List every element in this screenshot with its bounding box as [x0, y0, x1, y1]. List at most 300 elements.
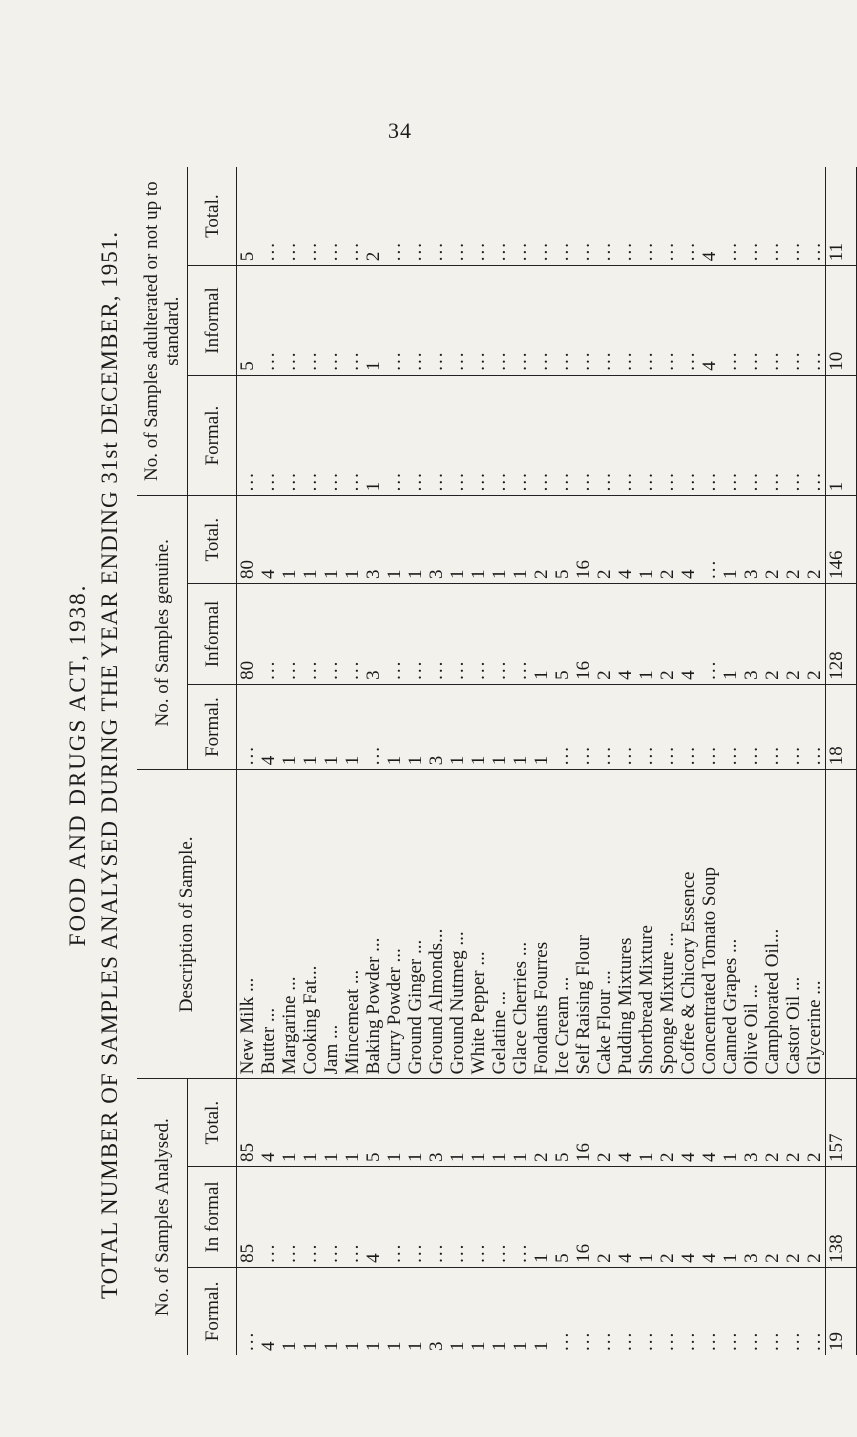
- sample-description: Cake Flour ...: [594, 970, 615, 1075]
- table-cell: 1: [279, 1152, 300, 1163]
- table-cell: ...: [804, 471, 825, 492]
- page-number: 34: [388, 118, 412, 143]
- table-cell: ...: [783, 240, 804, 262]
- table-cell: 5: [237, 251, 258, 262]
- table-cell: 1: [300, 569, 321, 580]
- table-cell: 2: [783, 569, 804, 580]
- act-heading: FOOD AND DRUGS ACT, 1938.: [65, 583, 90, 947]
- table-cell: ...: [384, 659, 405, 680]
- table-cell: ...: [321, 659, 342, 680]
- table-cell: 1: [342, 1341, 363, 1351]
- table-cell: ...: [447, 659, 468, 680]
- sample-description: Coffee & Chicory Essence: [678, 871, 699, 1075]
- total-genuine-informal: 128: [826, 584, 857, 685]
- table-cell: 1: [510, 755, 531, 766]
- table-cell: 1: [321, 755, 342, 766]
- table-cell: ...: [720, 1330, 741, 1351]
- table-cell: ...: [342, 350, 363, 371]
- table-cell: 2: [783, 670, 804, 680]
- table-cell: 4: [615, 1152, 636, 1163]
- table-cell: ...: [741, 745, 762, 766]
- table-cell: 1: [300, 755, 321, 766]
- table-cell: ...: [783, 350, 804, 371]
- table-cell: ...: [489, 471, 510, 492]
- table-cell: ...: [615, 471, 636, 492]
- table-cell: 1: [384, 1152, 405, 1163]
- table-cell: ...: [300, 471, 321, 492]
- col-description: [237, 770, 826, 1079]
- table-cell: ...: [300, 1242, 321, 1263]
- col-genuine-total: [237, 496, 826, 584]
- table-cell: ...: [510, 471, 531, 492]
- table-cell: 1: [531, 1253, 552, 1263]
- table-cell: ...: [489, 350, 510, 371]
- table-cell: 1: [720, 1152, 741, 1163]
- table-cell: 80: [237, 560, 258, 580]
- total-genuine-total: 146: [826, 496, 857, 584]
- total-adulterated-informal: 10: [826, 266, 857, 376]
- table-cell: ...: [741, 471, 762, 492]
- table-cell: ...: [804, 745, 825, 766]
- subheader-adulterated-total: Total.: [188, 167, 237, 266]
- table-cell: 16: [573, 1243, 594, 1263]
- table-cell: 4: [258, 1341, 279, 1351]
- table-cell: ...: [594, 745, 615, 766]
- table-cell: 5: [552, 1152, 573, 1163]
- table-cell: ...: [720, 350, 741, 371]
- table-cell: ...: [321, 471, 342, 492]
- table-cell: ...: [237, 471, 258, 492]
- table-cell: 1: [279, 1341, 300, 1351]
- table-cell: ...: [426, 1242, 447, 1263]
- table-cell: ...: [804, 240, 825, 262]
- table-cell: ...: [657, 240, 678, 262]
- col-analysed-total: [237, 1079, 826, 1167]
- table-cell: 2: [594, 569, 615, 580]
- table-cell: 2: [594, 1253, 615, 1263]
- table-cell: ...: [699, 558, 720, 580]
- table-cell: ...: [237, 1330, 258, 1351]
- table-cell: 2: [762, 670, 783, 680]
- table-cell: 4: [699, 1253, 720, 1263]
- table-cell: ...: [300, 659, 321, 680]
- table-cell: 2: [531, 1152, 552, 1163]
- sample-description: Ground Nutmeg ...: [447, 931, 468, 1075]
- table-cell: ...: [552, 1330, 573, 1351]
- table-cell: 1: [489, 755, 510, 766]
- table-cell: 1: [279, 755, 300, 766]
- table-cell: ...: [531, 471, 552, 492]
- sample-description: Margarine ...: [279, 976, 300, 1075]
- table-cell: 1: [720, 569, 741, 580]
- table-cell: ...: [279, 1242, 300, 1263]
- table-cell: 1: [321, 1341, 342, 1351]
- table-cell: ...: [384, 240, 405, 262]
- table-cell: ...: [615, 1330, 636, 1351]
- col-adulterated-total: [237, 167, 826, 266]
- table-cell: ...: [426, 350, 447, 371]
- table-cell: ...: [447, 240, 468, 262]
- table-cell: 2: [657, 1152, 678, 1163]
- table-cell: 3: [741, 1152, 762, 1163]
- table-cell: ...: [657, 350, 678, 371]
- table-cell: 1: [447, 1152, 468, 1163]
- sample-description: Ground Ginger ...: [405, 939, 426, 1075]
- table-cell: ...: [363, 745, 384, 766]
- table-cell: 1: [384, 1341, 405, 1351]
- total-adulterated-total: 11: [826, 167, 857, 266]
- col-genuine-informal: [237, 584, 826, 685]
- sample-description: Shortbread Mixture: [636, 925, 657, 1075]
- table-cell: ...: [573, 745, 594, 766]
- table-cell: ...: [594, 1330, 615, 1351]
- table-cell: ...: [384, 471, 405, 492]
- table-cell: ...: [300, 350, 321, 371]
- table-cell: 2: [804, 1253, 825, 1263]
- table-cell: ...: [699, 659, 720, 680]
- table-cell: ...: [258, 471, 279, 492]
- table-cell: ...: [594, 471, 615, 492]
- table-cell: ...: [657, 745, 678, 766]
- subheader-genuine-total: Total.: [188, 496, 237, 584]
- table-cell: 2: [762, 1253, 783, 1263]
- table-cell: 1: [321, 569, 342, 580]
- table-cell: ...: [552, 350, 573, 371]
- table-cell: ...: [447, 1242, 468, 1263]
- table-cell: ...: [279, 659, 300, 680]
- subheader-analysed-total: Total.: [188, 1079, 237, 1167]
- table-cell: ...: [468, 240, 489, 262]
- table-cell: 1: [468, 1152, 489, 1163]
- table-cell: ...: [321, 1242, 342, 1263]
- table-cell: ...: [678, 1330, 699, 1351]
- table-cell: ...: [510, 1242, 531, 1263]
- subheader-genuine-formal: Formal.: [188, 684, 237, 769]
- table-cell: ...: [258, 659, 279, 680]
- header-samples-analysed: No. of Samples Analysed.: [137, 1079, 188, 1355]
- table-cell: 2: [762, 569, 783, 580]
- col-analysed-formal: [237, 1267, 826, 1355]
- sample-description: Sponge Mixture ...: [657, 932, 678, 1075]
- table-cell: ...: [468, 1242, 489, 1263]
- table-cell: 4: [678, 1253, 699, 1263]
- table-cell: 16: [573, 1143, 594, 1163]
- table-cell: 1: [300, 1152, 321, 1163]
- table-cell: ...: [594, 350, 615, 371]
- table-cell: 1: [405, 755, 426, 766]
- total-analysed-total: 157: [826, 1079, 857, 1167]
- sample-description: Ice Cream ...: [552, 976, 573, 1075]
- table-cell: 1: [531, 755, 552, 766]
- sample-description: Curry Powder ...: [384, 948, 405, 1075]
- table-cell: ...: [615, 350, 636, 371]
- table-cell: ...: [279, 350, 300, 371]
- table-cell: ...: [342, 240, 363, 262]
- table-cell: 1: [531, 1341, 552, 1351]
- table-cell: ...: [489, 240, 510, 262]
- table-cell: ...: [384, 1242, 405, 1263]
- table-cell: 1: [363, 1341, 384, 1351]
- table-cell: ...: [720, 745, 741, 766]
- table-body-row: [237, 167, 826, 1355]
- sample-description: Ground Almonds...: [426, 928, 447, 1075]
- table-cell: 16: [573, 660, 594, 680]
- table-cell: 1: [720, 1253, 741, 1263]
- table-cell: ...: [699, 745, 720, 766]
- table-cell: 1: [300, 1341, 321, 1351]
- table-cell: 2: [783, 1253, 804, 1263]
- table-cell: 2: [804, 569, 825, 580]
- table-cell: 3: [363, 670, 384, 680]
- table-cell: 4: [699, 251, 720, 262]
- table-cell: ...: [342, 659, 363, 680]
- table-cell: 4: [678, 670, 699, 680]
- table-cell: 3: [426, 1341, 447, 1351]
- table-cell: 1: [468, 569, 489, 580]
- table-cell: ...: [720, 471, 741, 492]
- sample-description: Baking Powder ...: [363, 937, 384, 1075]
- table-cell: ...: [426, 471, 447, 492]
- table-cell: 1: [720, 670, 741, 680]
- sample-description: Butter ...: [258, 1007, 279, 1075]
- table-cell: 85: [237, 1243, 258, 1263]
- sample-description: White Pepper ...: [468, 951, 489, 1075]
- table-cell: ...: [573, 350, 594, 371]
- table-cell: 3: [741, 569, 762, 580]
- table-cell: 85: [237, 1143, 258, 1163]
- table-cell: ...: [258, 350, 279, 371]
- sample-description: New Milk ...: [237, 977, 258, 1075]
- table-cell: ...: [573, 1330, 594, 1351]
- table-cell: ...: [552, 471, 573, 492]
- total-analysed-formal: 19: [826, 1267, 857, 1355]
- table-cell: 2: [804, 1152, 825, 1163]
- table-cell: ...: [699, 1330, 720, 1351]
- sample-description: Gelatine ...: [489, 990, 510, 1075]
- table-cell: ...: [552, 745, 573, 766]
- header-samples-adulterated: No. of Samples adulterated or not up to standard.: [137, 167, 188, 496]
- total-analysed-informal: 138: [826, 1167, 857, 1268]
- table-cell: ...: [447, 350, 468, 371]
- table-cell: 2: [804, 670, 825, 680]
- table-cell: ...: [468, 471, 489, 492]
- table-cell: 1: [468, 755, 489, 766]
- table-cell: ...: [321, 350, 342, 371]
- table-cell: 1: [636, 569, 657, 580]
- table-cell: ...: [258, 1242, 279, 1263]
- table-cell: 1: [342, 1152, 363, 1163]
- table-cell: ...: [531, 240, 552, 262]
- table-cell: 1: [447, 1341, 468, 1351]
- table-cell: ...: [783, 1330, 804, 1351]
- sample-description: Concentrated Tomato Soup: [699, 867, 720, 1075]
- table-cell: 1: [321, 1152, 342, 1163]
- table-cell: ...: [636, 745, 657, 766]
- table-cell: 4: [699, 1152, 720, 1163]
- table-cell: 3: [741, 1253, 762, 1263]
- col-adulterated-informal: [237, 266, 826, 376]
- col-adulterated-formal: [237, 375, 826, 496]
- sample-description: Olive Oil ...: [741, 984, 762, 1075]
- sample-description: Jam ...: [321, 1024, 342, 1075]
- table-cell: ...: [762, 1330, 783, 1351]
- table-cell: 1: [342, 569, 363, 580]
- table-cell: 2: [783, 1152, 804, 1163]
- table-cell: 1: [279, 569, 300, 580]
- subheader-adulterated-informal: Informal: [188, 266, 237, 376]
- table-cell: 2: [531, 569, 552, 580]
- table-cell: ...: [468, 659, 489, 680]
- header-samples-genuine: No. of Samples genuine.: [137, 496, 188, 770]
- samples-table: [137, 167, 857, 1355]
- table-title: TOTAL NUMBER OF SAMPLES ANALYSED DURING THE YEAR ENDING 31st DECEMBER, 1951.: [97, 231, 122, 1299]
- table-cell: ...: [615, 745, 636, 766]
- table-cell: ...: [720, 240, 741, 262]
- table-cell: ...: [783, 471, 804, 492]
- table-cell: ...: [594, 240, 615, 262]
- table-cell: ...: [762, 471, 783, 492]
- sample-description: Self Raising Flour: [573, 935, 594, 1075]
- table-cell: ...: [489, 1242, 510, 1263]
- table-cell: 1: [531, 670, 552, 680]
- table-cell: 4: [258, 755, 279, 766]
- table-cell: 1: [489, 569, 510, 580]
- table-cell: ...: [783, 745, 804, 766]
- table-cell: ...: [678, 350, 699, 371]
- table-cell: 5: [552, 670, 573, 680]
- table-cell: 5: [363, 1152, 384, 1163]
- table-cell: ...: [573, 240, 594, 262]
- table-cell: 4: [615, 670, 636, 680]
- table-cell: ...: [636, 471, 657, 492]
- table-cell: ...: [426, 659, 447, 680]
- table-cell: ...: [636, 1330, 657, 1351]
- total-adulterated-formal: 1: [826, 375, 857, 496]
- table-cell: 3: [426, 1152, 447, 1163]
- table-cell: 5: [552, 1253, 573, 1263]
- table-cell: ...: [678, 471, 699, 492]
- col-analysed-informal: [237, 1167, 826, 1268]
- table-cell: ...: [405, 1242, 426, 1263]
- table-cell: ...: [321, 240, 342, 262]
- table-cell: ...: [279, 471, 300, 492]
- table-cell: 4: [699, 361, 720, 371]
- table-cell: 1: [510, 1152, 531, 1163]
- table-cell: 1: [468, 1341, 489, 1351]
- table-cell: 4: [678, 569, 699, 580]
- subheader-adulterated-formal: Formal.: [188, 375, 237, 496]
- table-cell: ...: [405, 350, 426, 371]
- table-cell: ...: [342, 1242, 363, 1263]
- table-cell: ...: [447, 471, 468, 492]
- table-cell: ...: [489, 659, 510, 680]
- total-description-blank: [826, 770, 857, 1079]
- col-genuine-formal: [237, 684, 826, 769]
- table-cell: 2: [762, 1152, 783, 1163]
- table-cell: 1: [447, 755, 468, 766]
- table-cell: 2: [594, 670, 615, 680]
- table-cell: 4: [363, 1253, 384, 1263]
- subheader-genuine-informal: Informal: [188, 584, 237, 685]
- table-cell: ...: [300, 240, 321, 262]
- table-cell: 3: [426, 755, 447, 766]
- table-cell: ...: [804, 1330, 825, 1351]
- table-cell: ...: [405, 659, 426, 680]
- table-cell: 16: [573, 560, 594, 580]
- sample-description: Fondants Fourres: [531, 941, 552, 1075]
- table-cell: ...: [342, 471, 363, 492]
- table-cell: ...: [762, 240, 783, 262]
- table-cell: 2: [363, 251, 384, 262]
- table-cell: ...: [426, 240, 447, 262]
- table-cell: ...: [615, 240, 636, 262]
- table-cell: ...: [510, 350, 531, 371]
- total-genuine-formal: 18: [826, 684, 857, 769]
- table-cell: 5: [237, 361, 258, 371]
- table-cell: ...: [237, 745, 258, 766]
- rotated-table-page: [55, 155, 847, 1355]
- table-cell: ...: [636, 350, 657, 371]
- table-cell: 1: [636, 1253, 657, 1263]
- table-cell: ...: [741, 240, 762, 262]
- table-cell: ...: [657, 471, 678, 492]
- table-cell: ...: [510, 659, 531, 680]
- table-cell: 80: [237, 660, 258, 680]
- sample-description: Canned Grapes ...: [720, 938, 741, 1075]
- table-cell: ...: [699, 471, 720, 492]
- table-cell: 1: [384, 569, 405, 580]
- table-cell: ...: [384, 350, 405, 371]
- table-cell: ...: [657, 1330, 678, 1351]
- table-cell: 4: [615, 569, 636, 580]
- table-cell: 4: [258, 569, 279, 580]
- sample-description: Mincemeat ...: [342, 969, 363, 1075]
- table-cell: ...: [804, 350, 825, 371]
- table-cell: 1: [405, 1152, 426, 1163]
- subheader-analysed-informal: In formal: [188, 1167, 237, 1268]
- sample-description: Glycerine ...: [804, 980, 825, 1075]
- sample-description: Glace Cherries ...: [510, 941, 531, 1075]
- sample-description: Castor Oil ...: [783, 976, 804, 1075]
- table-cell: ...: [741, 1330, 762, 1351]
- table-cell: 4: [615, 1253, 636, 1263]
- table-cell: 1: [510, 569, 531, 580]
- table-cell: ...: [762, 350, 783, 371]
- table-cell: ...: [678, 240, 699, 262]
- sample-description: Camphorated Oil...: [762, 928, 783, 1075]
- table-cell: ...: [678, 745, 699, 766]
- table-cell: ...: [762, 745, 783, 766]
- table-cell: 1: [489, 1341, 510, 1351]
- table-cell: 1: [363, 361, 384, 371]
- table-cell: ...: [405, 471, 426, 492]
- table-cell: ...: [531, 350, 552, 371]
- table-cell: 3: [741, 670, 762, 680]
- table-cell: 3: [426, 569, 447, 580]
- table-cell: ...: [510, 240, 531, 262]
- subheader-analysed-formal: Formal.: [188, 1267, 237, 1355]
- table-cell: ...: [279, 240, 300, 262]
- table-cell: 2: [657, 569, 678, 580]
- table-cell: 1: [636, 670, 657, 680]
- table-cell: 4: [678, 1152, 699, 1163]
- sample-description: Cooking Fat...: [300, 965, 321, 1075]
- table-cell: ...: [468, 350, 489, 371]
- table-cell: ...: [636, 240, 657, 262]
- table-cell: 2: [657, 1253, 678, 1263]
- table-cell: 1: [510, 1341, 531, 1351]
- table-cell: 1: [363, 481, 384, 492]
